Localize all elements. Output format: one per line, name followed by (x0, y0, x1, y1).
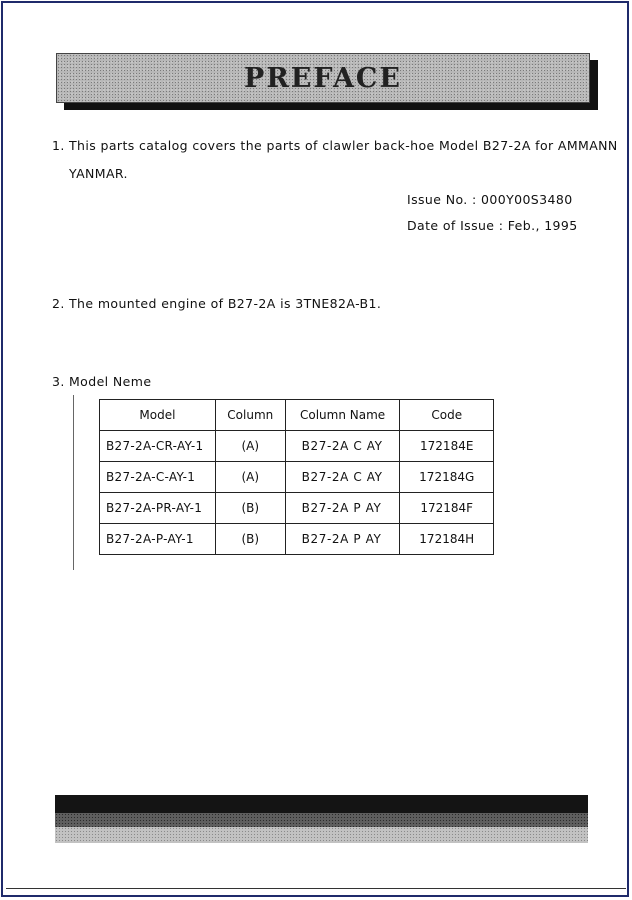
model-table (99, 399, 494, 555)
table-row (100, 462, 494, 493)
cell-model: B27-2A-C-AY-1 (100, 462, 216, 493)
margin-rule (73, 395, 74, 570)
footer-band-dark (55, 813, 588, 827)
section-1-number: 1. (52, 138, 65, 153)
cell-code: 172184H (400, 524, 494, 555)
header-column-name: Column Name (285, 400, 400, 431)
title-banner (56, 53, 590, 103)
section-3-heading (52, 374, 151, 389)
header-model: Model (100, 400, 216, 431)
bottom-rule (6, 888, 626, 889)
cell-column-name: B27-2A C AY (285, 431, 400, 462)
header-code: Code (400, 400, 494, 431)
cell-column: (A) (215, 431, 285, 462)
cell-column-name: B27-2A C AY (285, 462, 400, 493)
cell-column: (A) (215, 462, 285, 493)
table-header-row (100, 400, 494, 431)
cell-model: B27-2A-CR-AY-1 (100, 431, 216, 462)
table-row (100, 431, 494, 462)
cell-code: 172184E (400, 431, 494, 462)
issue-number: Issue No. : 000Y00S3480 (407, 192, 573, 207)
section-2-text: The mounted engine of B27-2A is 3TNE82A-B1. (69, 296, 382, 311)
section-2 (52, 296, 381, 311)
cell-model: B27-2A-PR-AY-1 (100, 493, 216, 524)
footer-band-black (55, 795, 588, 813)
section-3-number: 3. (52, 374, 65, 389)
section-2-number: 2. (52, 296, 65, 311)
page-title: PREFACE (244, 62, 402, 94)
section-1-line-2: YANMAR. (69, 166, 128, 181)
header-column: Column (215, 400, 285, 431)
cell-code: 172184F (400, 493, 494, 524)
section-1-line-1 (52, 138, 618, 153)
footer-band-light (55, 827, 588, 843)
cell-model: B27-2A-P-AY-1 (100, 524, 216, 555)
cell-column-name: B27-2A P AY (285, 524, 400, 555)
cell-column-name: B27-2A P AY (285, 493, 400, 524)
cell-column: (B) (215, 524, 285, 555)
section-1-text: This parts catalog covers the parts of clawler back-hoe Model B27-2A for AMMANN (69, 138, 618, 153)
table-row (100, 524, 494, 555)
cell-column: (B) (215, 493, 285, 524)
table-row (100, 493, 494, 524)
date-of-issue: Date of Issue : Feb., 1995 (407, 218, 578, 233)
cell-code: 172184G (400, 462, 494, 493)
section-3-title: Model Neme (69, 374, 152, 389)
